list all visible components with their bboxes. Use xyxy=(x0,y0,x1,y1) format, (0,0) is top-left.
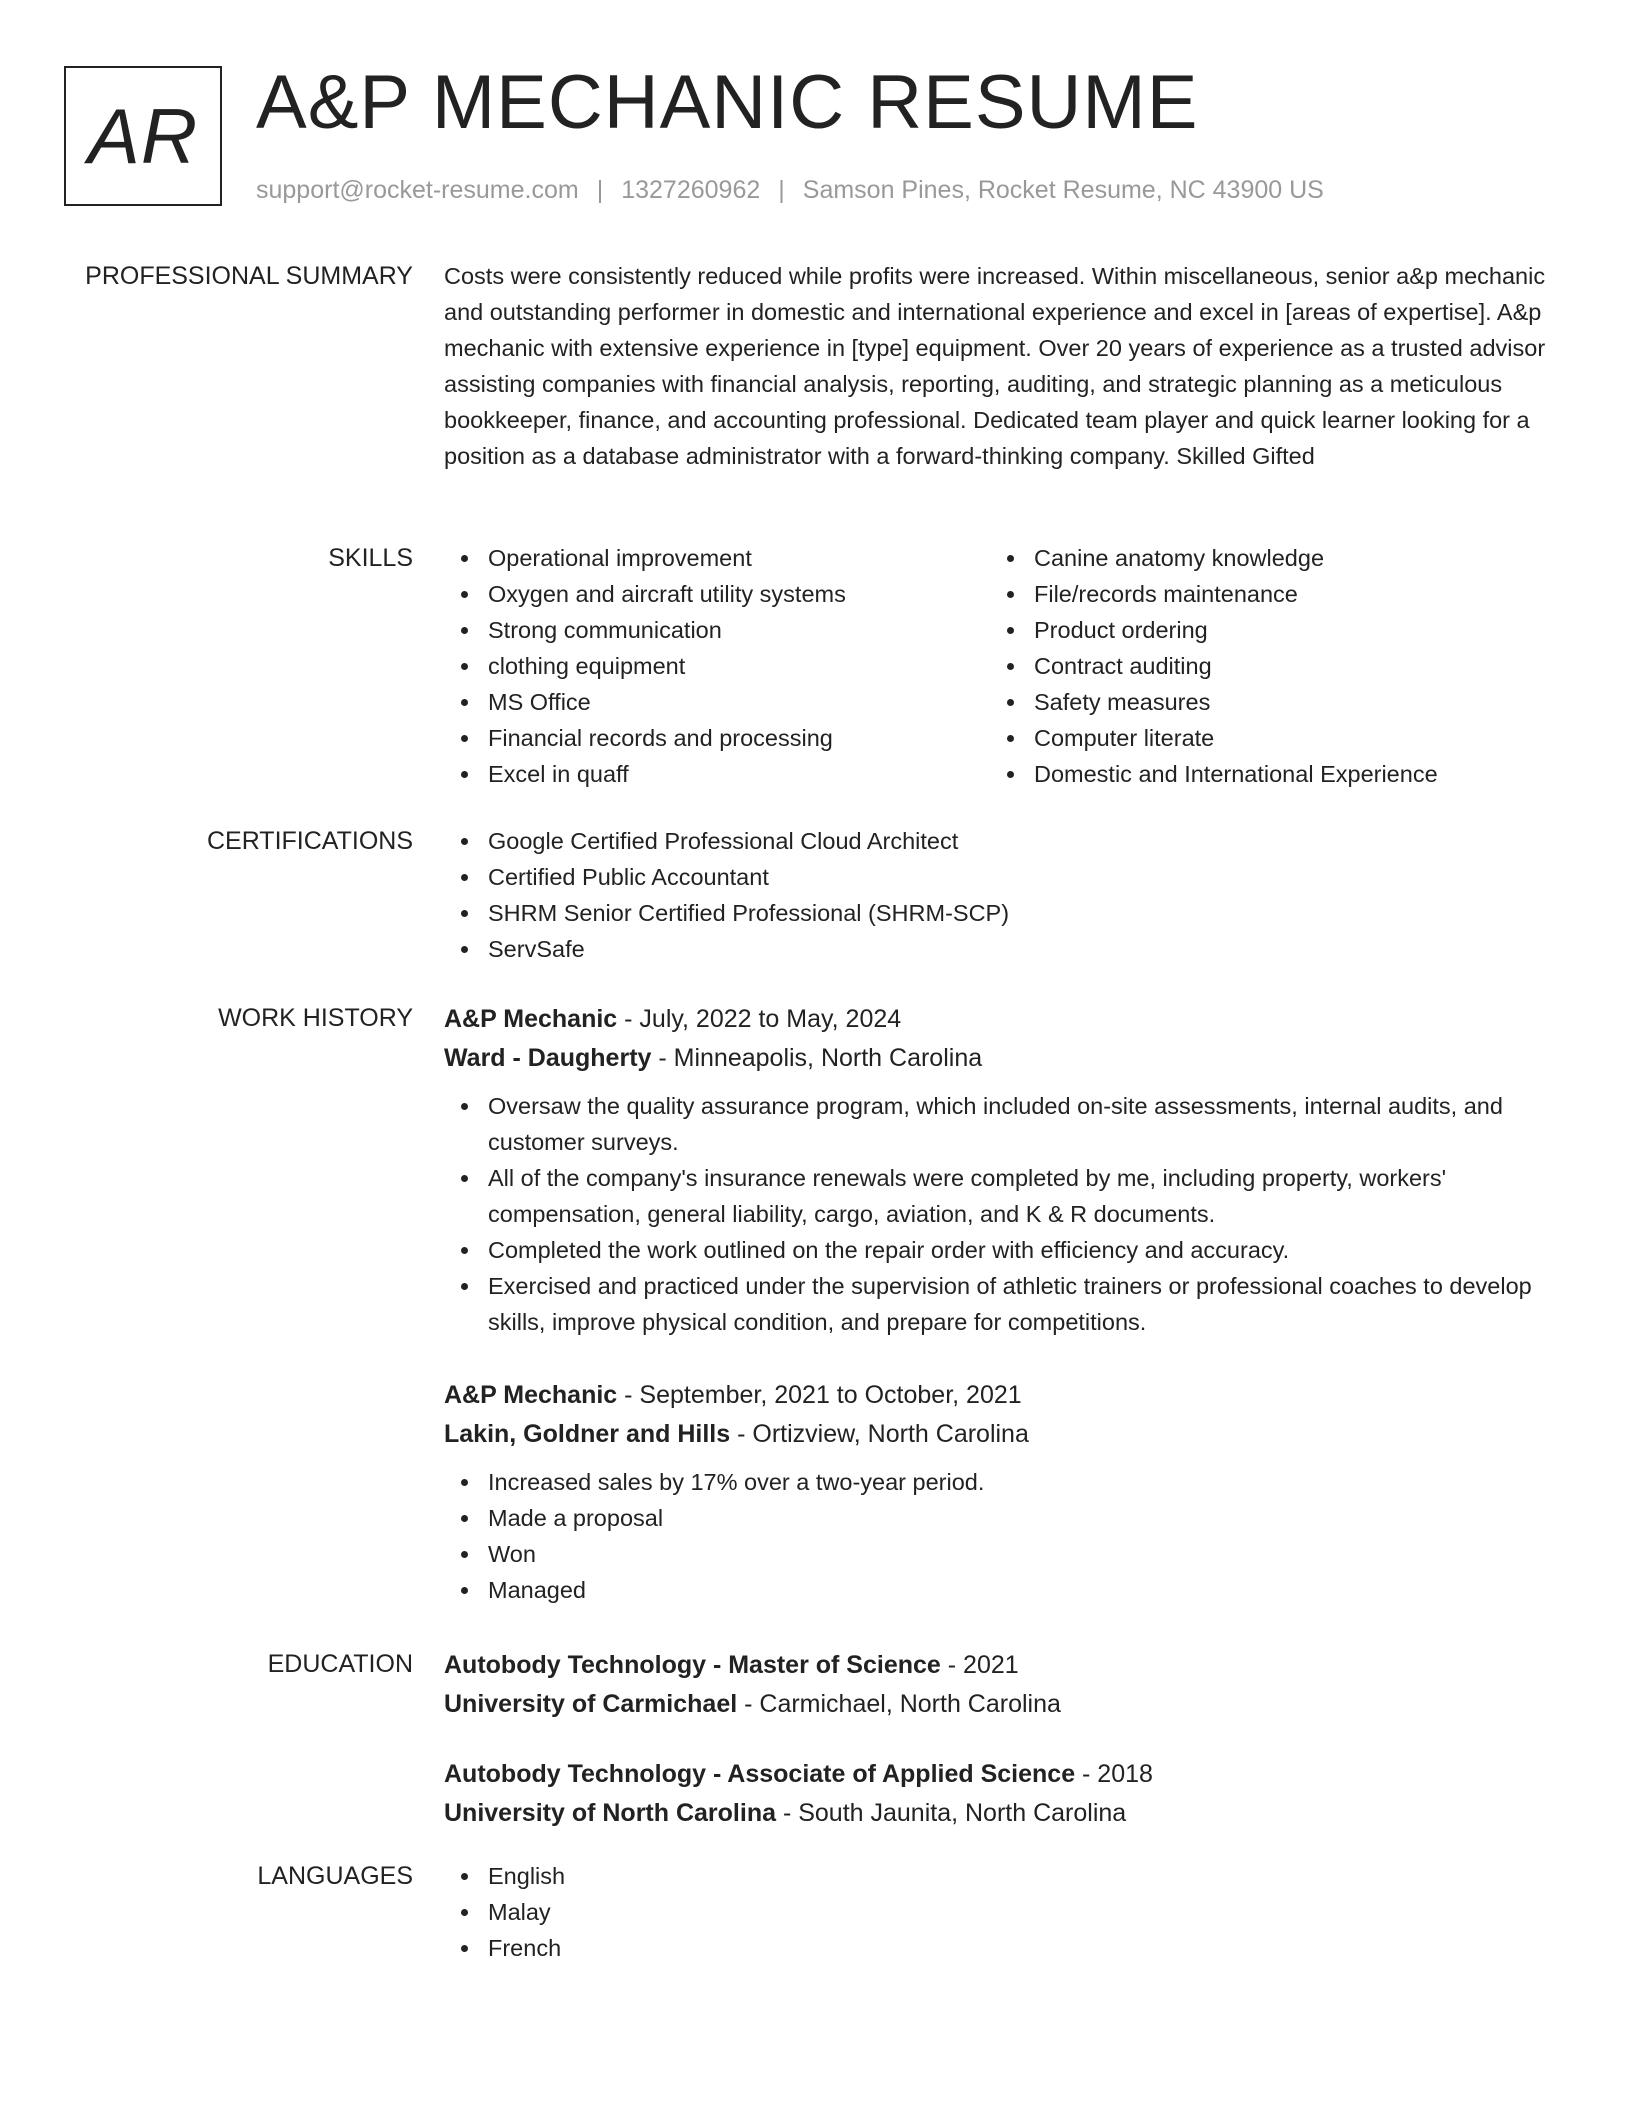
education-year: - 2021 xyxy=(940,1651,1019,1679)
skill-item: Canine anatomy knowledge xyxy=(990,540,1536,576)
job-bullet: Won xyxy=(444,1536,1556,1572)
certifications-content xyxy=(444,823,1556,967)
skills-list-left xyxy=(444,540,990,792)
education-degree-line xyxy=(444,1755,1556,1794)
education-school: University of Carmichael xyxy=(444,1690,738,1718)
job-bullet: Managed xyxy=(444,1572,1556,1608)
skill-item: Contract auditing xyxy=(990,648,1536,684)
job-title: A&P Mechanic xyxy=(444,1381,618,1409)
skill-item: Product ordering xyxy=(990,612,1536,648)
job-entry xyxy=(444,1000,1556,1340)
skill-item: Financial records and processing xyxy=(444,720,990,756)
education-school-line xyxy=(444,1685,1556,1724)
skill-item: Operational improvement xyxy=(444,540,990,576)
skill-item: Safety measures xyxy=(990,684,1536,720)
skill-item: Strong communication xyxy=(444,612,990,648)
summary-text: Costs were consistently reduced while profits were increased. Within miscellaneous, senior a&p mechanic and outstanding performer in domestic and international experience and excel in [areas of expertise]. A&p mechanic with extensive experience in [type] equipment. Over 20 years of experience as a trusted advisor assisting companies with financial analysis, reporting, auditing, and strategic planning as a meticulous bookkeeper, finance, and accounting professional. Dedicated team player and quick learner looking for a position as a database administrator with a forward-thinking company. Skilled Gifted xyxy=(444,263,1546,469)
job-location: - Minneapolis, North Carolina xyxy=(651,1044,983,1072)
skill-item: File/records maintenance xyxy=(990,576,1536,612)
skill-item: Oxygen and aircraft utility systems xyxy=(444,576,990,612)
education-school-line xyxy=(444,1794,1556,1833)
certification-item: Google Certified Professional Cloud Architect xyxy=(444,823,1556,859)
certification-item: ServSafe xyxy=(444,931,1556,967)
language-item: English xyxy=(444,1858,1556,1894)
contact-email: support@rocket-resume.com xyxy=(256,176,579,204)
job-company-line xyxy=(444,1415,1556,1454)
languages-content xyxy=(444,1858,1556,1966)
education-entry xyxy=(444,1646,1556,1724)
contact-separator: | xyxy=(778,176,785,204)
job-bullets xyxy=(444,1088,1556,1340)
section-label-skills: SKILLS xyxy=(328,544,413,572)
section-label-work: WORK HISTORY xyxy=(218,1004,413,1032)
section-label-summary: PROFESSIONAL SUMMARY xyxy=(85,262,413,290)
job-bullet: Completed the work outlined on the repair order with efficiency and accuracy. xyxy=(444,1232,1556,1268)
job-bullet: Oversaw the quality assurance program, which included on-site assessments, internal audits, and customer surveys. xyxy=(444,1088,1556,1160)
job-bullet: Increased sales by 17% over a two-year period. xyxy=(444,1464,1556,1500)
monogram-logo: AR xyxy=(64,66,222,206)
job-location: - Ortizview, North Carolina xyxy=(730,1420,1029,1448)
education-degree: Autobody Technology - Associate of Applied Science xyxy=(444,1760,1076,1788)
job-company-line xyxy=(444,1039,1556,1078)
certifications-list xyxy=(444,823,1556,967)
skill-item: Domestic and International Experience xyxy=(990,756,1536,792)
job-company: Ward - Daugherty xyxy=(444,1044,652,1072)
job-entry xyxy=(444,1376,1556,1608)
languages-list xyxy=(444,1858,1556,1966)
language-item: French xyxy=(444,1930,1556,1966)
job-bullet: Exercised and practiced under the supervision of athletic trainers or professional coaches to develop skills, improve physical condition, and prepare for competitions. xyxy=(444,1268,1556,1340)
job-bullet: All of the company's insurance renewals were completed by me, including property, workers' compensation, general liability, cargo, aviation, and K & R documents. xyxy=(444,1160,1556,1232)
job-dates: - September, 2021 to October, 2021 xyxy=(617,1381,1022,1409)
summary-content xyxy=(444,258,1556,474)
page-title: A&P MECHANIC RESUME xyxy=(256,60,1199,145)
job-title-line xyxy=(444,1376,1556,1415)
job-title-line xyxy=(444,1000,1556,1039)
education-degree: Autobody Technology - Master of Science xyxy=(444,1651,941,1679)
education-school: University of North Carolina xyxy=(444,1799,776,1827)
education-location: - South Jaunita, North Carolina xyxy=(776,1799,1127,1827)
section-label-education: EDUCATION xyxy=(267,1650,413,1678)
job-bullet: Made a proposal xyxy=(444,1500,1556,1536)
skill-item: MS Office xyxy=(444,684,990,720)
job-dates: - July, 2022 to May, 2024 xyxy=(617,1005,902,1033)
education-year: - 2018 xyxy=(1075,1760,1153,1788)
education-entry xyxy=(444,1755,1556,1833)
skills-columns xyxy=(444,540,1556,792)
certification-item: SHRM Senior Certified Professional (SHRM-SCP) xyxy=(444,895,1556,931)
language-item: Malay xyxy=(444,1894,1556,1930)
section-label-certifications: CERTIFICATIONS xyxy=(206,827,413,855)
skill-item: clothing equipment xyxy=(444,648,990,684)
contact-separator: | xyxy=(596,176,604,204)
education-location: - Carmichael, North Carolina xyxy=(737,1690,1061,1718)
section-label-languages: LANGUAGES xyxy=(257,1862,413,1890)
job-company: Lakin, Goldner and Hills xyxy=(444,1420,731,1448)
skills-list-right xyxy=(990,540,1536,792)
contact-line xyxy=(256,174,1324,206)
job-bullets xyxy=(444,1464,1556,1608)
contact-address: Samson Pines, Rocket Resume, NC 43900 US xyxy=(802,176,1324,204)
education-degree-line xyxy=(444,1646,1556,1685)
job-title: A&P Mechanic xyxy=(444,1005,618,1033)
skill-item: Computer literate xyxy=(990,720,1536,756)
certification-item: Certified Public Accountant xyxy=(444,859,1556,895)
contact-phone: 1327260962 xyxy=(621,176,761,204)
skill-item: Excel in quaff xyxy=(444,756,990,792)
